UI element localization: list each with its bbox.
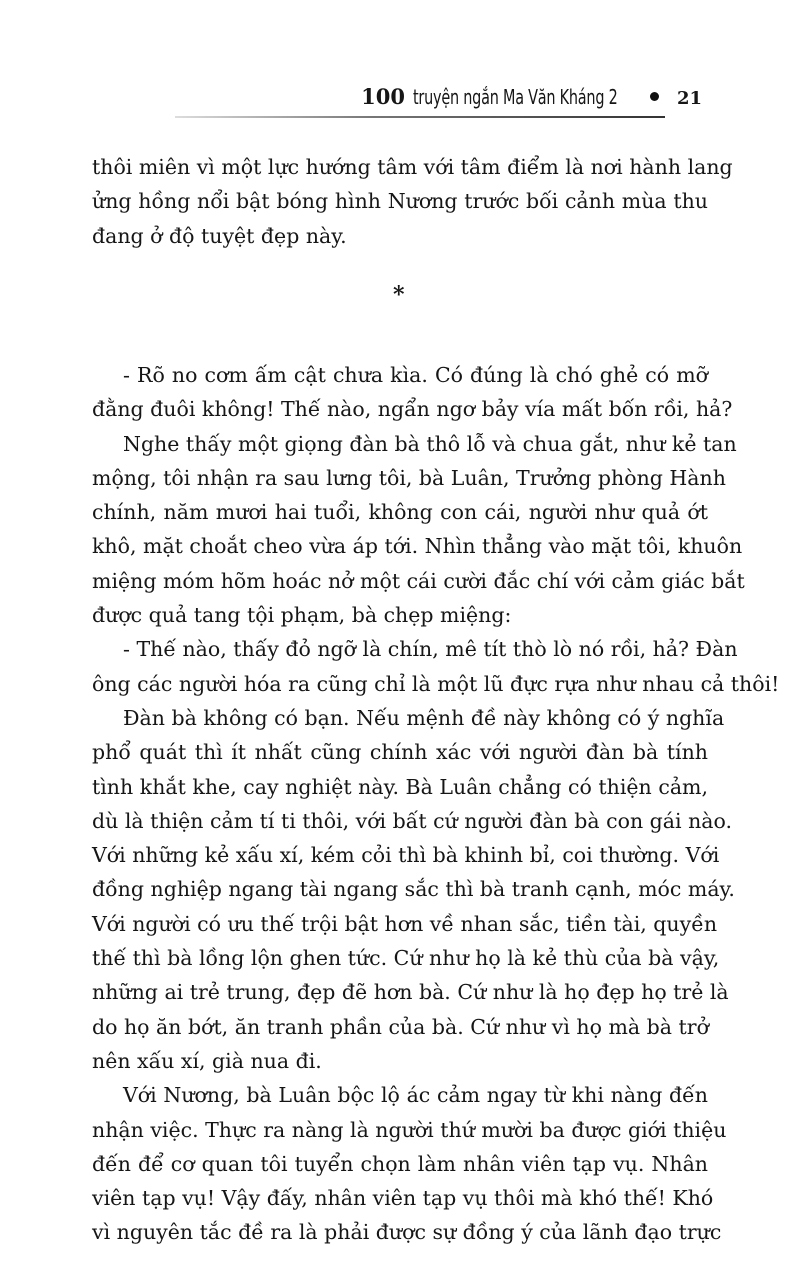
paragraph: [92, 358, 733, 427]
text-line: vì nguyên tắc đề ra là phải được sự đồng ý của lãnh đạo trực: [92, 1220, 722, 1245]
intro-paragraph: [92, 150, 733, 253]
text-line: do họ ăn bớt, ăn tranh phần của bà. Cứ như vì họ mà bà trở: [92, 1014, 709, 1039]
text-line: mộng, tôi nhận ra sau lưng tôi, bà Luân, Trưởng phòng Hành: [92, 465, 726, 490]
text-line: đến để cơ quan tôi tuyển chọn làm nhân viên tạp vụ. Nhân: [92, 1151, 708, 1176]
text-line: - Rõ no cơm ấm cật chưa kìa. Có đúng là chó ghẻ có mỡ: [123, 363, 708, 387]
text-line: Với Nương, bà Luân bộc lộ ác cảm ngay từ khi nàng đến: [123, 1083, 708, 1108]
text-line: Với những kẻ xấu xí, kém cỏi thì bà khinh bỉ, coi thường. Với: [92, 843, 720, 868]
text-line: thế thì bà lồng lộn ghen tức. Cứ như họ là kẻ thù của bà vậy,: [92, 946, 720, 971]
text-line: viên tạp vụ! Vậy đấy, nhân viên tạp vụ thôi mà khó thế! Khó: [92, 1186, 714, 1211]
paragraph: [92, 701, 735, 1078]
paragraph: [92, 427, 745, 633]
header-book-number: 100: [361, 84, 405, 109]
text-line: ửng hồng nổi bật bóng hình Nương trước bối cảnh mùa thu: [92, 189, 708, 214]
text-line: đang ở độ tuyệt đẹp này.: [92, 223, 347, 248]
section-break: *: [393, 282, 405, 308]
text-line: chính, năm mươi hai tuổi, không con cái, người như quả ớt: [92, 500, 708, 525]
header-rule: [175, 116, 665, 118]
paragraph: [92, 632, 780, 701]
text-line: nên xấu xí, già nua đi.: [92, 1048, 322, 1073]
text-line: phổ quát thì ít nhất cũng chính xác với người đàn bà tính: [92, 740, 708, 765]
text-line: - Thế nào, thấy đỏ ngỡ là chín, mê tít thò lò nó rồi, hả? Đàn: [123, 637, 738, 662]
bullet-icon: [650, 92, 659, 101]
header-book-title: truyện ngắn Ma Văn Kháng 2: [412, 85, 618, 109]
text-line: miệng móm hõm hoác nở một cái cười đắc chí với cảm giác bắt: [92, 568, 745, 593]
text-line: đằng đuôi không! Thế nào, ngẩn ngơ bảy vía mất bốn rồi, hả?: [92, 397, 733, 422]
text-line: nhận việc. Thực ra nàng là người thứ mười ba được giới thiệu: [92, 1117, 727, 1142]
running-header: [361, 84, 702, 109]
text-line: Đàn bà không có bạn. Nếu mệnh đề này không có ý nghĩa: [123, 705, 725, 730]
text-line: được quả tang tội phạm, bà chẹp miệng:: [92, 603, 512, 628]
page-number: 21: [676, 88, 702, 109]
text-line: đồng nghiệp ngang tài ngang sắc thì bà tranh cạnh, móc máy.: [92, 877, 735, 902]
text-line: ông các người hóa ra cũng chỉ là một lũ đực rựa như nhau cả thôi!: [92, 671, 780, 696]
text-line: tình khắt khe, cay nghiệt này. Bà Luân chẳng có thiện cảm,: [92, 774, 708, 799]
body-text: [92, 358, 780, 1250]
text-line: Nghe thấy một giọng đàn bà thô lỗ và chua gắt, như kẻ tan: [123, 431, 737, 456]
text-line: Với người có ưu thế trội bật hơn về nhan sắc, tiền tài, quyền: [92, 911, 718, 936]
text-line: thôi miên vì một lực hướng tâm với tâm điểm là nơi hành lang: [92, 155, 733, 179]
text-line: những ai trẻ trung, đẹp đẽ hơn bà. Cứ như là họ đẹp họ trẻ là: [92, 980, 729, 1005]
paragraph: [92, 1078, 727, 1249]
text-line: dù là thiện cảm tí ti thôi, với bất cứ người đàn bà con gái nào.: [92, 808, 733, 833]
text-line: khô, mặt choắt cheo vừa áp tới. Nhìn thẳng vào mặt tôi, khuôn: [92, 534, 743, 559]
